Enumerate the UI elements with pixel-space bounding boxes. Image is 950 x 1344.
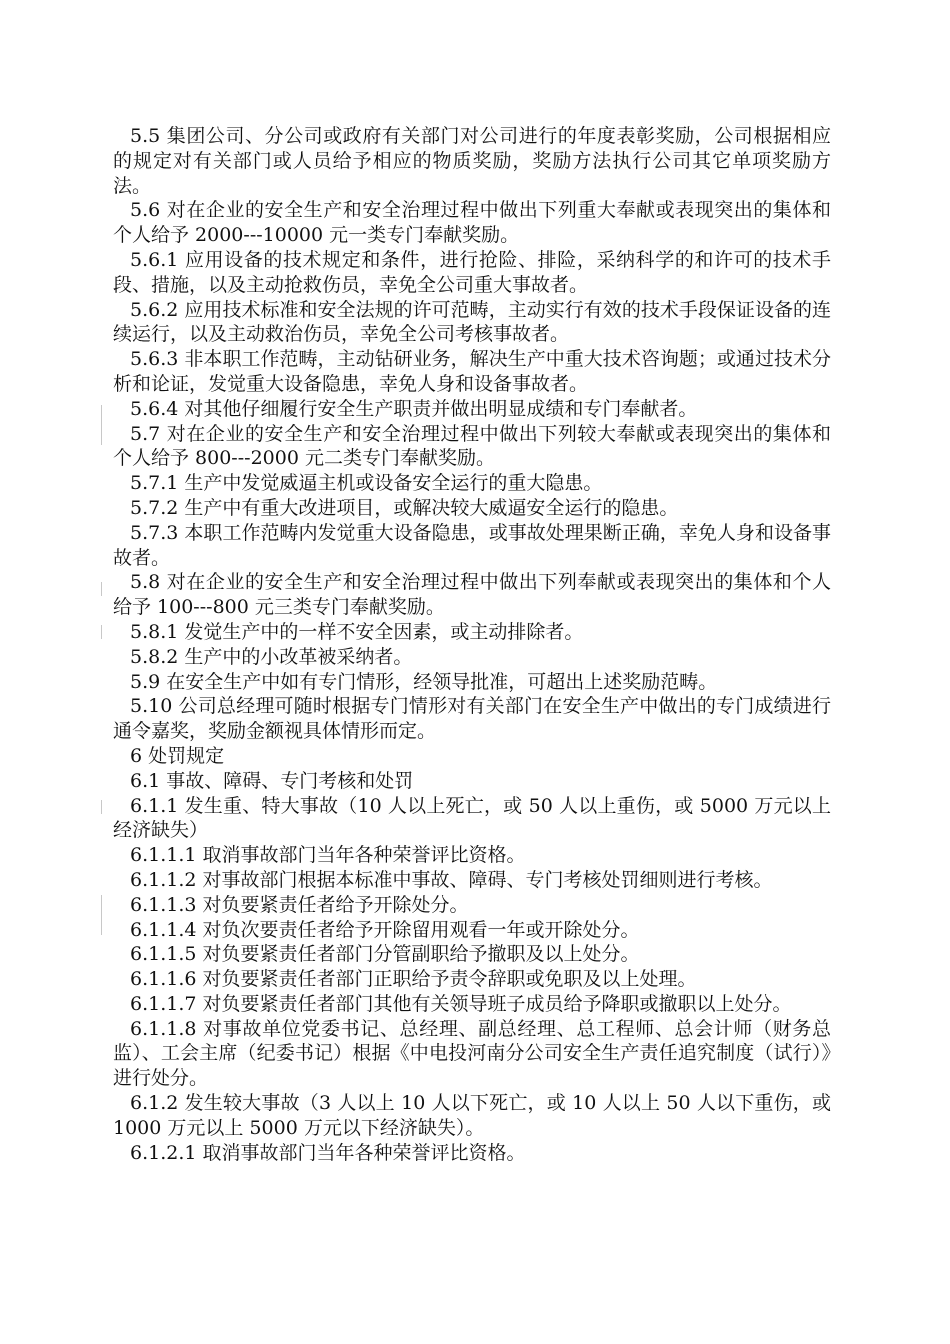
paragraph-5-6-1: 5.6.1 应用设备的技术规定和条件，进行抢险、排险，采纳科学的和许可的技术手段、措施，以及主动抢救伤员，幸免全公司重大事故者。 (113, 248, 831, 296)
paragraph-5-6-3: 5.6.3 非本职工作范畴，主动钻研业务，解决生产中重大技术咨询题；或通过技术分析和论证，发觉重大设备隐患，幸免人身和设备事故者。 (113, 348, 831, 395)
paragraph-5-8-1: 5.8.1 发觉生产中的一样不安全因素，或主动排除者。 (130, 620, 584, 643)
section-heading-6-1: 6.1 事故、障碍、专门考核和处罚 (130, 769, 414, 792)
change-bar (101, 405, 102, 445)
paragraph-5-8-2: 5.8.2 生产中的小改革被采纳者。 (130, 645, 413, 668)
paragraph-5-10: 5.10 公司总经理可随时根据专门情形对有关部门在安全生产中做出的专门成绩进行通令嘉奖，奖励金额视具体情形而定。 (113, 695, 831, 743)
document-body (113, 124, 831, 1165)
paragraph-5-7-3: 5.7.3 本职工作范畴内发觉重大设备隐患，或事故处理果断正确，幸免人身和设备事故者。 (113, 521, 831, 569)
change-bar (101, 582, 102, 596)
paragraph-5-7: 5.7 对在企业的安全生产和安全治理过程中做出下列较大奉献或表现突出的集体和个人给予 800---2000 元二类专门奉献奖励。 (113, 422, 831, 470)
paragraph-6-1-1-7: 6.1.1.7 对负要紧责任者部门其他有关领导班子成员给予降职或撤职以上处分。 (130, 992, 792, 1015)
change-bar (101, 800, 102, 814)
paragraph-5-6-4: 5.6.4 对其他仔细履行安全生产职责并做出明显成绩和专门奉献者。 (130, 397, 698, 420)
paragraph-6-1-1-4: 6.1.1.4 对负次要责任者给予开除留用观看一年或开除处分。 (130, 918, 640, 941)
change-bar (101, 625, 102, 639)
section-heading-6: 6 处罚规定 (130, 744, 225, 767)
paragraph-6-1-1-2: 6.1.1.2 对事故部门根据本标准中事故、障碍、专门考核处罚细则进行考核。 (130, 868, 773, 891)
paragraph-5-9: 5.9 在安全生产中如有专门情形，经领导批准，可超出上述奖励范畴。 (130, 670, 718, 693)
paragraph-5-8: 5.8 对在企业的安全生产和安全治理过程中做出下列奉献或表现突出的集体和个人给予 100---800 元三类专门奉献奖励。 (113, 571, 831, 619)
paragraph-6-1-2: 6.1.2 发生较大事故（3 人以上 10 人以下死亡，或 10 人以上 50 人以下重伤，或 1000 万元以上 5000 万元以下经济缺失）。 (113, 1092, 831, 1139)
paragraph-6-1-1: 6.1.1 发生重、特大事故（10 人以上死亡，或 50 人以上重伤，或 5000 万元以上经济缺失） (113, 794, 831, 842)
paragraph-6-1-1-6: 6.1.1.6 对负要紧责任者部门正职给予责令辞职或免职及以上处理。 (130, 968, 697, 991)
paragraph-6-1-1-5: 6.1.1.5 对负要紧责任者部门分管副职给予撤职及以上处分。 (130, 943, 640, 966)
paragraph-5-5: 5.5 集团公司、分公司或政府有关部门对公司进行的年度表彰奖励，公司根据相应的规定对有关部门或人员给予相应的物质奖励，奖励方法执行公司其它单项奖励方法。 (113, 125, 831, 197)
paragraph-5-7-2: 5.7.2 生产中有重大改进项目，或解决较大威逼安全运行的隐患。 (130, 496, 679, 519)
change-bar (101, 895, 102, 935)
paragraph-6-1-2-1: 6.1.2.1 取消事故部门当年各种荣誉评比资格。 (130, 1141, 526, 1164)
paragraph-5-6-2: 5.6.2 应用技术标准和安全法规的许可范畴，主动实行有效的技术手段保证设备的连续运行，以及主动救治伤员，幸免全公司考核事故者。 (113, 298, 831, 346)
paragraph-6-1-1-1: 6.1.1.1 取消事故部门当年各种荣誉评比资格。 (130, 844, 526, 867)
paragraph-5-7-1: 5.7.1 生产中发觉威逼主机或设备安全运行的重大隐患。 (130, 472, 603, 495)
paragraph-6-1-1-3: 6.1.1.3 对负要紧责任者给予开除处分。 (130, 893, 469, 916)
paragraph-6-1-1-8: 6.1.1.8 对事故单位党委书记、总经理、副总经理、总工程师、总会计师（财务总监）、工会主席（纪委书记）根据《中电投河南分公司安全生产责任追究制度（试行）》进行处分。 (113, 1017, 831, 1090)
paragraph-5-6: 5.6 对在企业的安全生产和安全治理过程中做出下列重大奉献或表现突出的集体和个人给予 2000---10000 元一类专门奉献奖励。 (113, 199, 831, 247)
